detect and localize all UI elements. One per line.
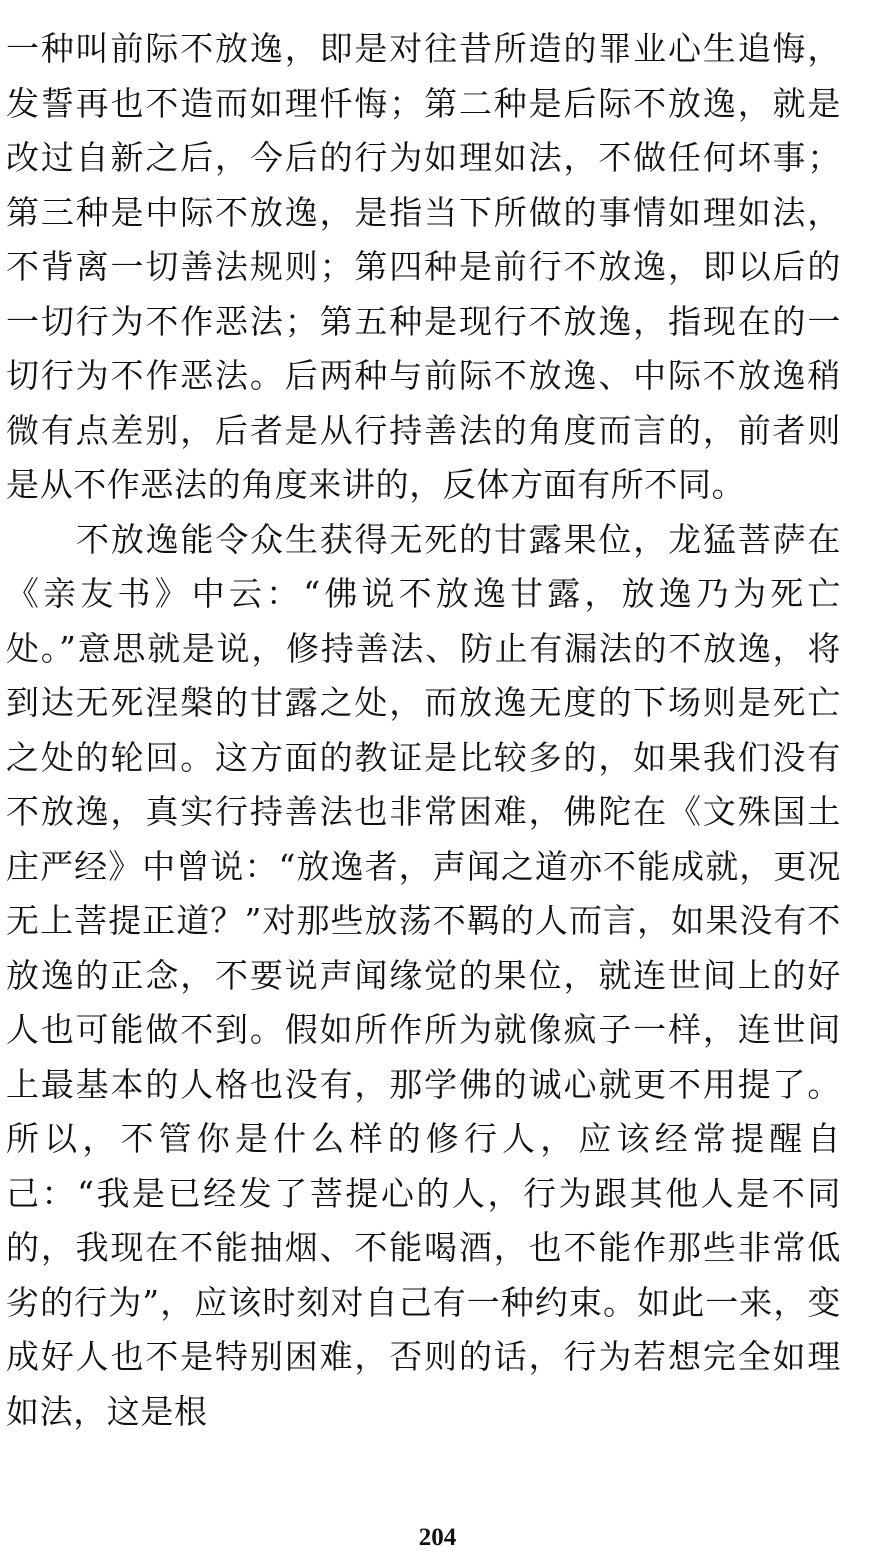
body-text [6, 22, 841, 1439]
paragraph-2: 不放逸能令众生获得无死的甘露果位，龙猛菩萨在《亲友书》中云：“佛说不放逸甘露，放逸乃为死亡处。”意思就是说，修持善法、防止有漏法的不放逸，将到达无死涅槃的甘露之处，而放逸无度的下场则是死亡之处的轮回。这方面的教证是比较多的，如果我们没有不放逸，真实行持善法也非常困难，佛陀在《文殊国土庄严经》中曾说：“放逸者，声闻之道亦不能成就，更况无上菩提正道？”对那些放荡不羁的人而言，如果没有不放逸的正念，不要说声闻缘觉的果位，就连世间上的好人也可能做不到。假如所作所为就像疯子一样，连世间上最基本的人格也没有，那学佛的诚心就更不用提了。所以，不管你是什么样的修行人，应该经常提醒自己：“我是已经发了菩提心的人，行为跟其他人是不同的，我现在不能抽烟、不能喝酒，也不能作那些非常低劣的行为”，应该时刻对自己有一种约束。如此一来，变成好人也不是特别困难，否则的话，行为若想完全如理如法，这是根 [6, 519, 841, 1431]
page-number: 204 [418, 1524, 457, 1551]
paragraph-1: 一种叫前际不放逸，即是对往昔所造的罪业心生追悔，发誓再也不造而如理忏悔；第二种是后际不放逸，就是改过自新之后，今后的行为如理如法，不做任何坏事；第三种是中际不放逸，是指当下所做的事情如理如法，不背离一切善法规则；第四种是前行不放逸，即以后的一切行为不作恶法；第五种是现行不放逸，指现在的一切行为不作恶法。后两种与前际不放逸、中际不放逸稍微有点差别，后者是从行持善法的角度而言的，前者则是从不作恶法的角度来讲的，反体方面有所不同。 [6, 29, 841, 504]
